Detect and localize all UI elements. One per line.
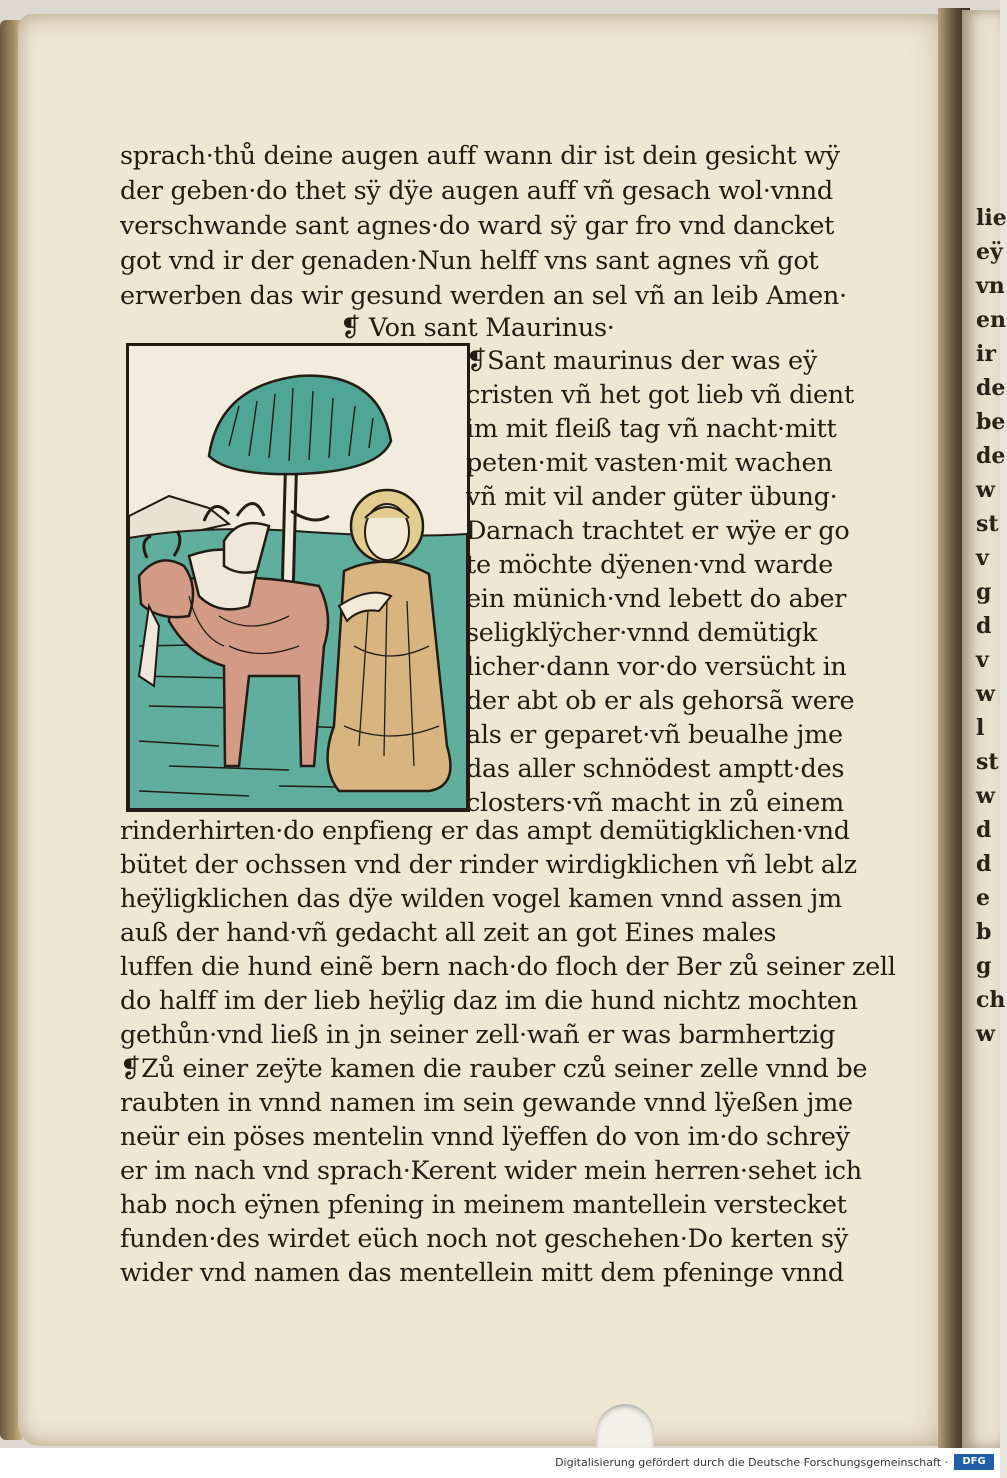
text-line: seligklÿcher·vnnd demütigk (466, 618, 817, 648)
footer-credit: Digitalisierung gefördert durch die Deutsche Forschungsgemeinschaft · (555, 1456, 948, 1469)
facing-page-letter: vn (976, 273, 1005, 299)
facing-page-letter: d (976, 817, 992, 843)
facing-page-letter: st (976, 749, 999, 775)
facing-page-letter: g (976, 953, 992, 979)
chapter-heading (340, 313, 660, 347)
facing-page-letter: lie (976, 205, 1007, 231)
text-line: funden·des wirdet eüch noch not geschehen·Do kerten sÿ (120, 1224, 848, 1254)
text-line: cristen vñ het got lieb vñ dient (466, 380, 854, 410)
text-line: Darnach trachtet er wÿe er go (466, 516, 850, 546)
text-line: auß der hand·vñ gedacht all zeit an got Eines males (120, 918, 777, 948)
pilcrow-mark: ❡ (340, 313, 369, 343)
facing-page-letter: d (976, 851, 992, 877)
facing-page-letter: de (976, 375, 1006, 401)
text-line: wider vnd namen das mentellein mitt dem pfeninge vnnd (120, 1258, 844, 1288)
text-line: im mit fleiß tag vñ nacht·mitt (466, 414, 837, 444)
text-line: ein münich·vnd lebett do aber (466, 584, 847, 614)
pilcrow-mark: ❡ (120, 1054, 142, 1084)
text-line: der abt ob er als gehorsã were (466, 686, 855, 716)
text-line: do halff im der lieb heÿlig daz im die hund nichtz mochten (120, 986, 858, 1016)
text-line: te möchte dÿenen·vnd warde (466, 550, 834, 580)
text-block-side (466, 345, 866, 818)
text-line: luffen die hund einẽ bern nach·do floch der Ber zů seiner zell (120, 952, 896, 982)
text-line (466, 345, 817, 377)
facing-page-letter: v (976, 545, 989, 571)
facing-page-letter: d (976, 613, 992, 639)
facing-page-letter: w (976, 1021, 995, 1047)
facing-page-letter: w (976, 783, 995, 809)
text-line: hab noch eÿnen pfening in meinem mantellein verstecket (120, 1190, 847, 1220)
text-line: erwerben das wir gesund werden an sel vñ an leib Amen· (120, 281, 847, 311)
facing-page-letter: g (976, 579, 992, 605)
text-line: bütet der ochssen vnd der rinder wirdigklichen vñ lebt alz (120, 850, 857, 880)
facing-page-letter: ch (976, 987, 1006, 1013)
woodcut-illustration (126, 343, 470, 812)
text-line: neür ein pöses mentelin vnnd lÿeffen do von im·do schreÿ (120, 1122, 850, 1152)
text-line: got vnd ir der genaden·Nun helff vns sant agnes vñ got (120, 246, 819, 276)
text-block-top (120, 140, 860, 330)
text-line: heÿligklichen das dÿe wilden vogel kamen vnnd assen jm (120, 884, 842, 914)
facing-page-letter: w (976, 477, 995, 503)
text-line: der geben·do thet sÿ dÿe augen auff vñ gesach wol·vnnd (120, 176, 833, 206)
facing-page-letter: b (976, 919, 992, 945)
facing-page-letter: l (976, 715, 985, 741)
footer-bar (0, 1448, 1000, 1478)
facing-page-letter: e (976, 885, 990, 911)
dfg-logo: DFG (954, 1454, 994, 1470)
text-block-bottom (120, 815, 896, 1288)
pilcrow-mark: ❡ (466, 346, 488, 376)
facing-page-letter: eÿ (976, 239, 1003, 265)
woodcut-drawing (129, 346, 467, 809)
facing-page-letter: be (976, 409, 1006, 435)
text-line-content: Zů einer zeÿte kamen die rauber czů seiner zelle vnnd be (141, 1054, 868, 1084)
text-line: licher·dann vor·do versücht in (466, 652, 847, 682)
facing-page-letter: v (976, 647, 989, 673)
text-line: er im nach vnd sprach·Kerent wider mein herren·sehet ich (120, 1156, 862, 1186)
text-line: peten·mit vasten·mit wachen (466, 448, 833, 478)
text-line-content: Sant maurinus der was eÿ (487, 346, 817, 376)
text-line: sprach·thů deine augen auff wann dir ist dein gesicht wÿ (120, 141, 840, 171)
text-line: vñ mit vil ander güter übung· (466, 482, 838, 512)
facing-page-letter: ir (976, 341, 996, 367)
text-line: rinderhirten·do enpfieng er das ampt demütigklichen·vnd (120, 816, 850, 846)
facing-page-letter: en (976, 307, 1006, 333)
text-line: als er geparet·vñ beualhe jme (466, 720, 843, 750)
heading-text: Von sant Maurinus· (368, 313, 615, 343)
facing-page-letter: de (976, 443, 1006, 469)
text-line: das aller schnödest amptt·des (466, 754, 845, 784)
text-line: gethůn·vnd ließ in jn seiner zell·wañ er was barmhertzig (120, 1020, 836, 1050)
text-line (120, 1053, 867, 1085)
text-line: verschwande sant agnes·do ward sÿ gar fro vnd dancket (120, 211, 835, 241)
text-line: closters·vñ macht in zů einem (466, 788, 844, 818)
facing-page (962, 10, 1007, 1448)
text-line: raubten in vnnd namen im sein gewande vnnd lÿeßen jme (120, 1088, 853, 1118)
facing-page-letter: st (976, 511, 999, 537)
facing-page-letter: w (976, 681, 995, 707)
